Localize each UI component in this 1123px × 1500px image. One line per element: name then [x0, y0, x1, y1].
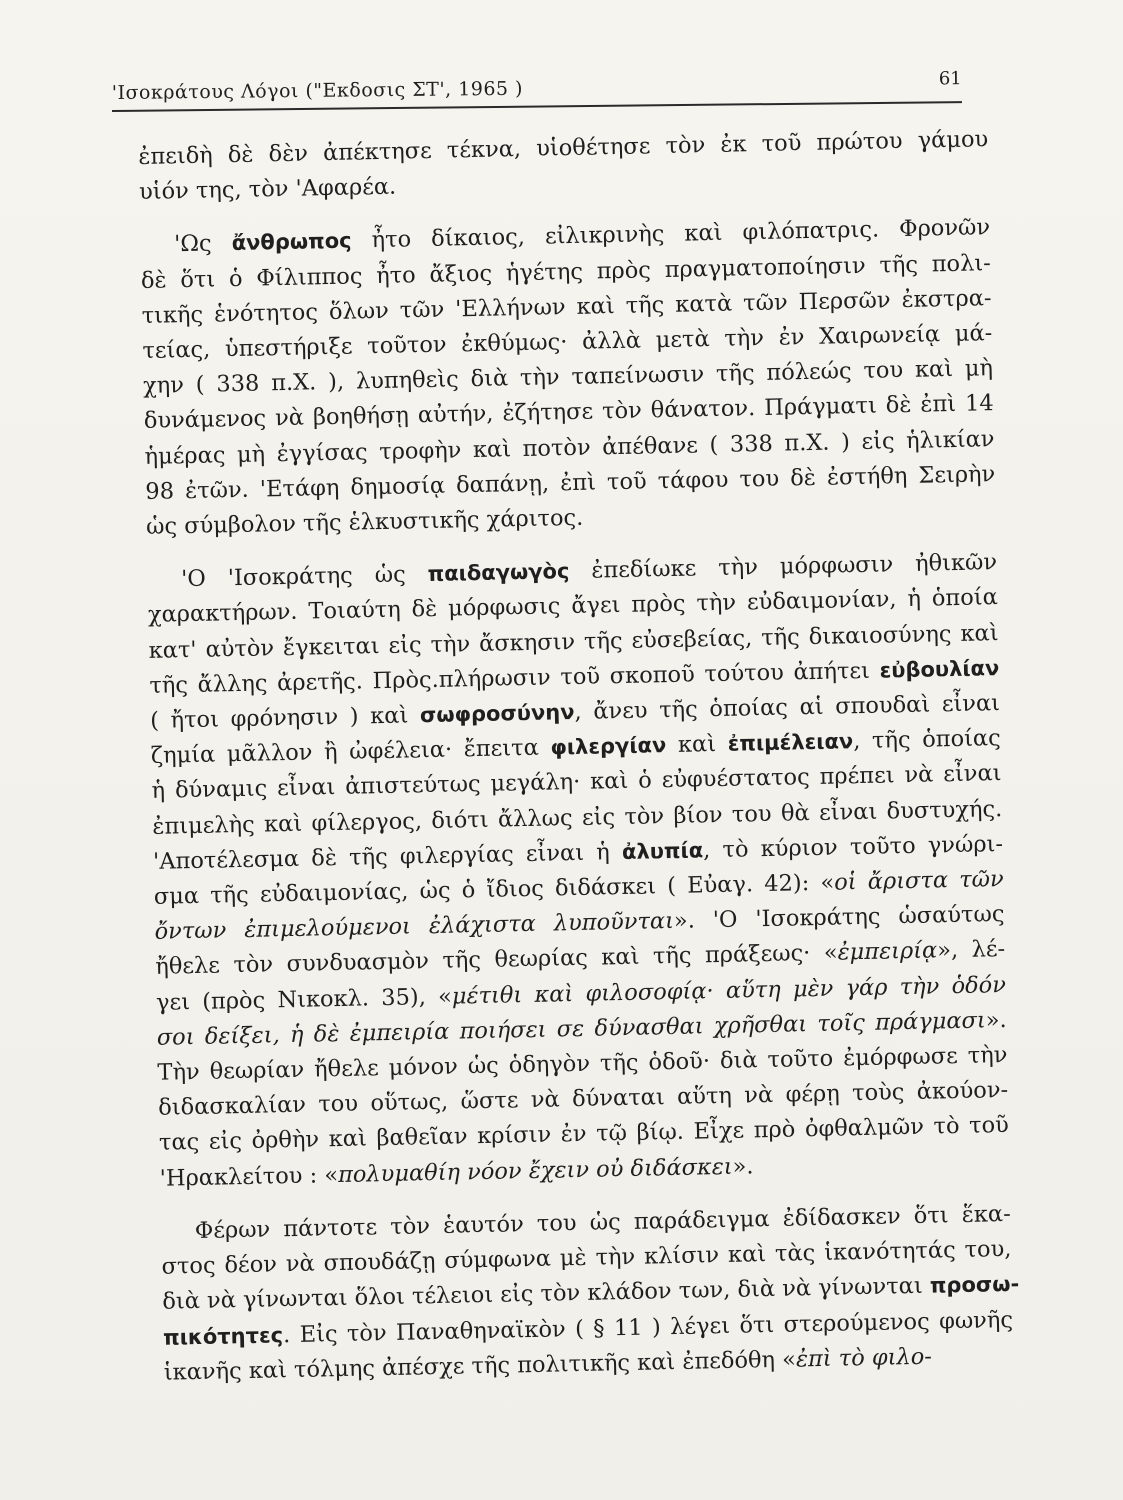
text-run: γει (πρὸς Νικοκλ. 35), «: [155, 983, 453, 1016]
text-run: καὶ: [665, 731, 728, 759]
text-run: ».: [732, 1153, 754, 1180]
text-run: Τὴν θεωρίαν ἤθελε μόνον ὡς ὁδηγὸν τῆς ὁδοῦ· διὰ τοῦτο ἐμόρφωσε τὴν: [157, 1042, 1008, 1086]
text-run: τείας, ὑπεστήριξε τοῦτον ἐκθύμως· ἀλλὰ μετὰ τὴν ἐν Χαιρωνείᾳ μά-: [142, 320, 993, 364]
bold-term: πικότητες: [162, 1322, 284, 1350]
body-text: [138, 122, 1020, 1408]
text-run: δὲ ὅτι ὁ Φίλιππος ἦτο ἄξιος ἡγέτης πρὸς πραγματοποίησιν τῆς πολι-: [140, 249, 992, 294]
bold-term: φιλεργίαν: [550, 733, 667, 760]
text-run: τικῆς ἑνότητος ὅλων τῶν 'Ελλήνων καὶ τῆς κατὰ τῶν Περσῶν ἐκστρα-: [141, 284, 992, 329]
paragraph: [161, 1197, 1020, 1391]
text-run: διδασκαλίαν του οὕτως, ὥστε νὰ δύναται αὕτη νὰ φέρῃ τοὺς ἀκούον-: [158, 1077, 1009, 1122]
text-run: κατ' αὐτὸν ἔγκειται εἰς τὴν ἄσκησιν τῆς εὐσεβείας, τῆς δικαιοσύνης καὶ: [148, 619, 999, 664]
bold-term: ἀλυπία: [621, 838, 704, 864]
paragraph: [140, 211, 996, 546]
bold-term: παιδαγωγὸς: [427, 559, 570, 587]
text-run: ».: [985, 1006, 1007, 1034]
text-run: ἡ δύναμις εἶναι ἀπιστεύτως μεγάλη· καὶ ὁ εὐφυέστατος πρέπει νὰ εἶναι: [151, 760, 1002, 805]
text-run: τῆς ἄλλης ἀρετῆς. Πρὸς.πλήρωσιν τοῦ σκοποῦ τούτου ἀπήτει: [149, 657, 880, 699]
italic-quote: οἱ ἄριστα τῶν: [833, 866, 1004, 896]
text-run: διὰ νὰ γίνωνται ὅλοι τέλειοι εἰς τὸν κλάδον των, διὰ νὰ γίνωνται: [162, 1272, 931, 1316]
italic-quote: ὄντων ἐπιμελούμενοι ἐλάχιστα λυποῦνται: [154, 908, 675, 946]
text-run: στος δέον νὰ σπουδάζῃ σύμφωνα μὲ τὴν κλίσιν καὶ τὰς ἱκανότητάς του,: [161, 1236, 1012, 1280]
running-header: [112, 61, 962, 112]
text-run: ἐπειδὴ δὲ δὲν ἀπέκτησε τέκνα, υἱοθέτησε τὸν ἐκ τοῦ πρώτου γάμου: [138, 126, 989, 170]
text-run: ἦτο δίκαιος, εἰλικρινὴς καὶ φιλόπατρις. Φρονῶν: [351, 214, 991, 254]
text-run: », λέ-: [936, 936, 1006, 964]
text-run: , ἄνευ τῆς ὁποίας αἱ σπουδαὶ εἶναι: [574, 690, 1001, 726]
paragraph: [138, 122, 989, 210]
page-number: 61: [938, 68, 962, 90]
text-run: υἱόν της, τὸν 'Αφαρέα.: [138, 173, 397, 206]
text-run: , τῆς ὁποίας: [852, 725, 1001, 755]
text-run: ἡμέρας μὴ ἐγγίσας τροφὴν καὶ ποτὸν ἀπέθανε ( 338 π.Χ. ) εἰς ἡλικίαν: [144, 425, 995, 470]
text-run: δυνάμενος νὰ βοηθήσῃ αὐτήν, ἐζήτησε τὸν θάνατον. Πράγματι δὲ ἐπὶ 14: [143, 390, 994, 435]
italic-quote: πολυμαθίη νόον ἔχειν οὐ διδάσκει: [337, 1153, 733, 1188]
text-run: . Εἰς τὸν Παναθηναϊκὸν ( § 11 ) λέγει ὅτι στερούμενος φωνῆς: [282, 1306, 1014, 1348]
text-run: ἱκανῆς καὶ τόλμης ἀπέσχε τῆς πολιτικῆς καὶ ἐπεδόθη «: [163, 1346, 797, 1386]
text-run: 98 ἐτῶν. 'Ετάφη δημοσίᾳ δαπάνῃ, ἐπὶ τοῦ τάφου του δὲ ἐστήθη Σειρὴν: [145, 460, 996, 505]
italic-quote: μέτιθι καὶ φιλοσοφίᾳ· αὕτη μὲν γάρ τὴν ὁδόν: [451, 971, 1007, 1010]
text-run: ἐπεδίωκε τὴν μόρφωσιν ἠθικῶν: [569, 549, 998, 585]
text-run: ». 'Ο 'Ισοκράτης ὡσαύτως: [673, 901, 1005, 935]
bold-term: προσω-: [929, 1272, 1020, 1298]
paragraph: [147, 545, 1010, 1196]
text-run: χαρακτήρων. Τοιαύτη δὲ μόρφωσις ἄγει πρὸς τὴν εὐδαιμονίαν, ἡ ὁποία: [147, 584, 999, 629]
bold-term: σωφροσύνην: [419, 700, 575, 728]
text-run: , τὸ κύριον τοῦτο γνώρι-: [702, 830, 1004, 864]
text-run: ἤθελε τὸν συνδυασμὸν τῆς θεωρίας καὶ τῆς πράξεως· «: [155, 939, 838, 981]
bold-term: εὐβουλίαν: [879, 655, 1000, 683]
text-run: 'Ως: [173, 230, 232, 258]
running-title: 'Ισοκράτους Λόγοι ("Εκδοσις ΣΤ', 1965 ): [111, 77, 524, 105]
text-run: 'Ο 'Ισοκράτης ὡς: [180, 561, 428, 593]
text-run: χην ( 338 π.Χ. ), λυπηθεὶς διὰ τὴν ταπείνωσιν τῆς πόλεώς του καὶ μὴ: [142, 355, 994, 400]
bold-term: ἐπιμέλειαν: [727, 729, 854, 757]
text-run: ( ἤτοι φρόνησιν ) καὶ: [149, 702, 421, 734]
text-run: σμα τῆς εὐδαιμονίας, ὡς ὁ ἴδιος διδάσκει ( Εὐαγ. 42): «: [153, 869, 835, 910]
text-run: 'Αποτέλεσμα δὲ τῆς φιλεργίας εἶναι ἡ: [152, 838, 623, 875]
text-run: Φέρων πάντοτε τὸν ἑαυτόν του ὡς παράδειγμα ἐδίδασκεν ὅτι ἕκα-: [194, 1200, 1011, 1244]
italic-quote: ἐμπειρίᾳ: [837, 937, 938, 966]
text-run: τας εἰς ὀρθὴν καὶ βαθεῖαν κρίσιν ἐν τῷ βίῳ. Εἶχε πρὸ ὀφθαλμῶν τὸ τοῦ: [158, 1112, 1010, 1157]
text-run: 'Ηρακλείτου : «: [159, 1161, 339, 1192]
text-run: ὡς σύμβολον τῆς ἑλκυστικῆς χάριτος.: [145, 504, 584, 540]
text-run: ζημία μᾶλλον ἢ ὠφέλεια· ἔπειτα: [150, 734, 551, 770]
italic-quote: σοι δείξει, ἡ δὲ ἐμπειρία ποιήσει σε δύνασθαι χρῆσθαι τοῖς πράγμασι: [156, 1007, 986, 1051]
bold-term: ἄνθρωπος: [231, 228, 352, 256]
text-run: ἐπιμελὴς καὶ φίλεργος, διότι ἄλλως εἰς τὸν βίον του θὰ εἶναι δυστυχής.: [152, 795, 1003, 840]
italic-quote: ἐπὶ τὸ φιλο-: [795, 1343, 933, 1373]
